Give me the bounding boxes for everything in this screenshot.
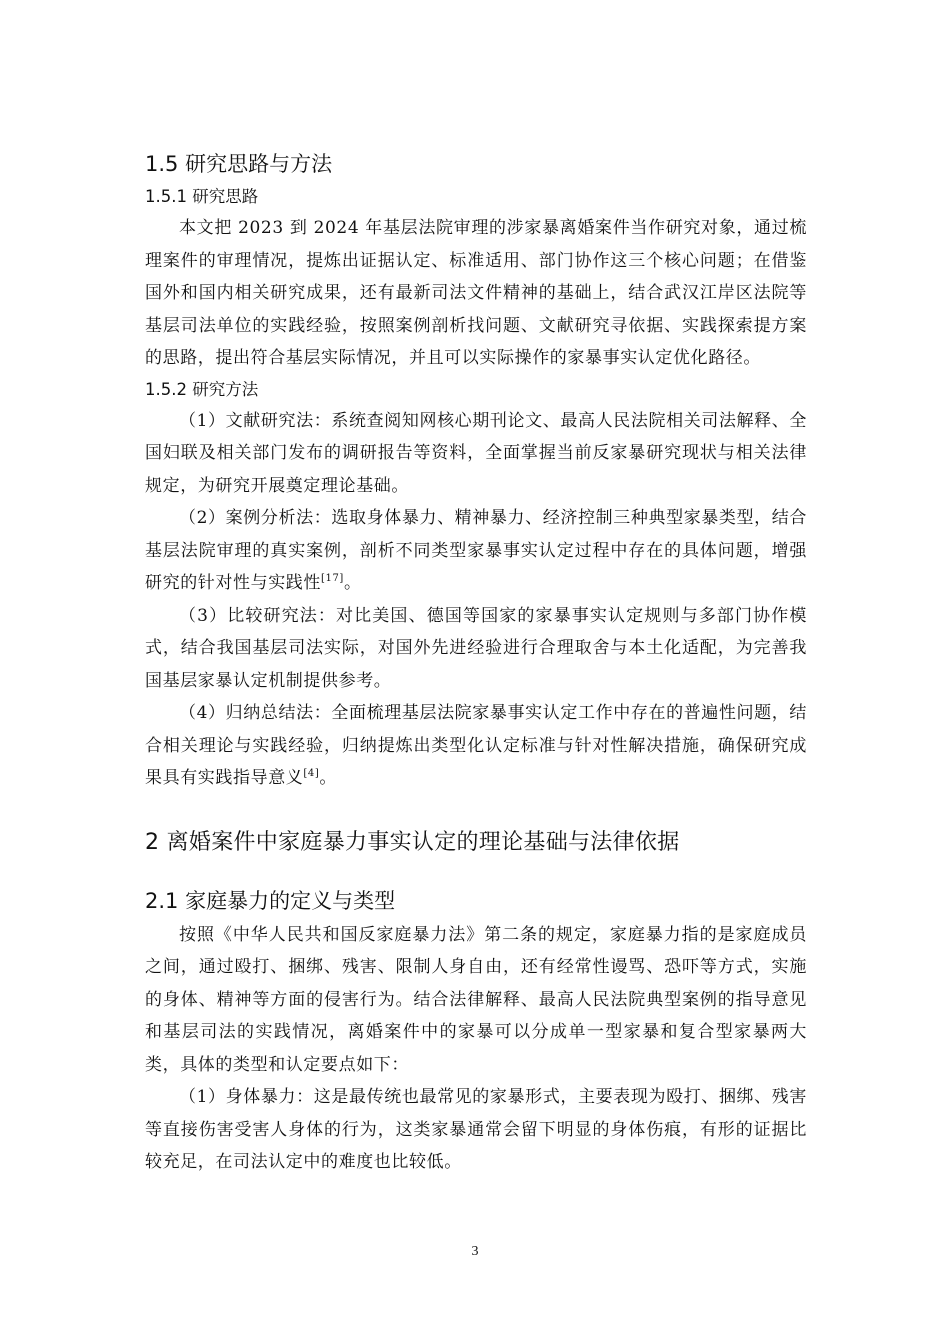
citation-ref: [17] bbox=[321, 573, 344, 584]
section-heading-2-1: 2.1 家庭暴力的定义与类型 bbox=[145, 888, 396, 913]
research-approach-paragraph: 本文把 2023 到 2024 年基层法院审理的涉家暴离婚案件当作研究对象，通过梳理案件的审理情况，提炼出证据认定、标准适用、部门协作这三个核心问题；在借鉴国外和国内相关研究成果，还有最新司法文件精神的基础上，结合武汉江岸区法院等基层司法单位的实践经验，按照案例剖析找问题、文献研究寻依据、实践探索提方案的思路，提出符合基层实际情况，并且可以实际操作的家暴事实认定优化路径。 bbox=[145, 218, 807, 368]
method-paragraph-comparative: （3）比较研究法：对比美国、德国等国家的家暴事实认定规则与多部门协作模式，结合我国基层司法实际，对国外先进经验进行合理取舍与本土化适配，为完善我国基层家暴认定机制提供参考。 bbox=[145, 605, 807, 691]
method-paragraph-literature: （1）文献研究法：系统查阅知网核心期刊论文、最高人民法院相关司法解释、全国妇联及相关部门发布的调研报告等资料，全面掌握当前反家暴研究现状与相关法律规定，为研究开展奠定理论基础。 bbox=[145, 410, 807, 496]
method-paragraph-case-analysis: （2）案例分析法：选取身体暴力、精神暴力、经济控制三种典型家暴类型，结合基层法院审理的真实案例，剖析不同类型家暴事实认定过程中存在的具体问题，增强研究的针对性与实践性[17]。 bbox=[145, 508, 807, 593]
chapter-heading-2: 2 离婚案件中家庭暴力事实认定的理论基础与法律依据 bbox=[145, 829, 680, 855]
page-number: 3 bbox=[471, 1244, 479, 1259]
subsection-heading-1-5-2: 1.5.2 研究方法 bbox=[145, 379, 259, 399]
document-body bbox=[145, 148, 807, 1179]
section-heading-1-5: 1.5 研究思路与方法 bbox=[145, 152, 333, 176]
physical-violence-paragraph: （1）身体暴力：这是最传统也最常见的家暴形式，主要表现为殴打、捆绑、残害等直接伤害受害人身体的行为，这类家暴通常会留下明显的身体伤痕，有形的证据比较充足，在司法认定中的难度也比较低。 bbox=[145, 1087, 807, 1172]
subsection-heading-1-5-1: 1.5.1 研究思路 bbox=[145, 187, 259, 206]
method-paragraph-induction: （4）归纳总结法：全面梳理基层法院家暴事实认定工作中存在的普遍性问题，结合相关理论与实践经验，归纳提炼出类型化认定标准与针对性解决措施，确保研究成果具有实践指导意义[4]。 bbox=[145, 703, 807, 788]
citation-ref: [4] bbox=[303, 768, 320, 779]
definition-paragraph: 按照《中华人民共和国反家庭暴力法》第二条的规定，家庭暴力指的是家庭成员之间，通过殴打、捆绑、残害、限制人身自由，还有经常性谩骂、恐吓等方式，实施的身体、精神等方面的侵害行为。结合法律解释、最高人民法院典型案例的指导意见和基层司法的实践情况，离婚案件中的家暴可以分成单一型家暴和复合型家暴两大类，具体的类型和认定要点如下： bbox=[145, 924, 807, 1075]
